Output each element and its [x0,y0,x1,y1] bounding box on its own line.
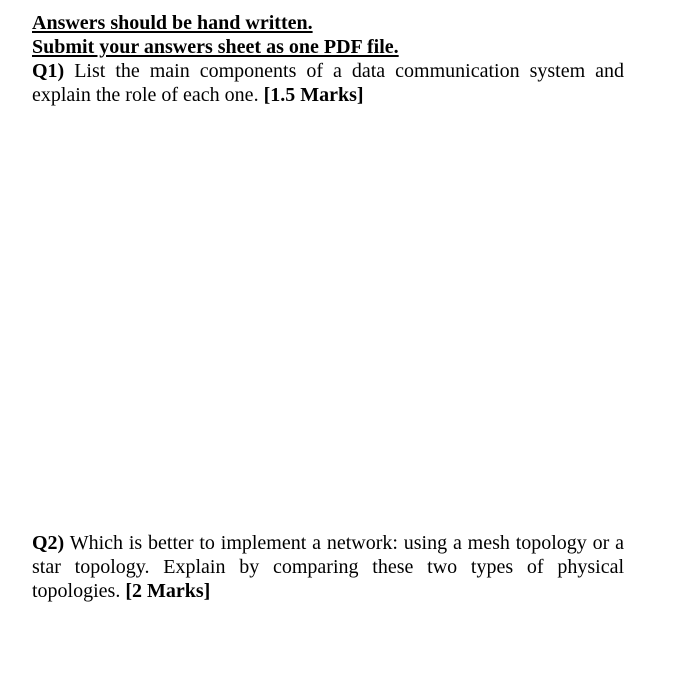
question-1-number: Q1) [32,60,65,82]
question-2-number: Q2) [32,532,65,554]
question-1 [32,59,624,107]
question-1-text: List the main components of a data communication system and explain the role of each one. [32,60,625,106]
question-2 [32,531,624,603]
question-2-marks: [2 Marks] [125,580,211,602]
question-1-marks: [1.5 Marks] [263,84,364,106]
instruction-submit-pdf: Submit your answers sheet as one PDF file. [32,36,399,58]
instruction-handwritten: Answers should be hand written. [32,12,313,34]
question-2-text: Which is better to implement a network: using a mesh topology or a star topology. Explain by comparing these two types of physical topologies. [32,532,625,602]
